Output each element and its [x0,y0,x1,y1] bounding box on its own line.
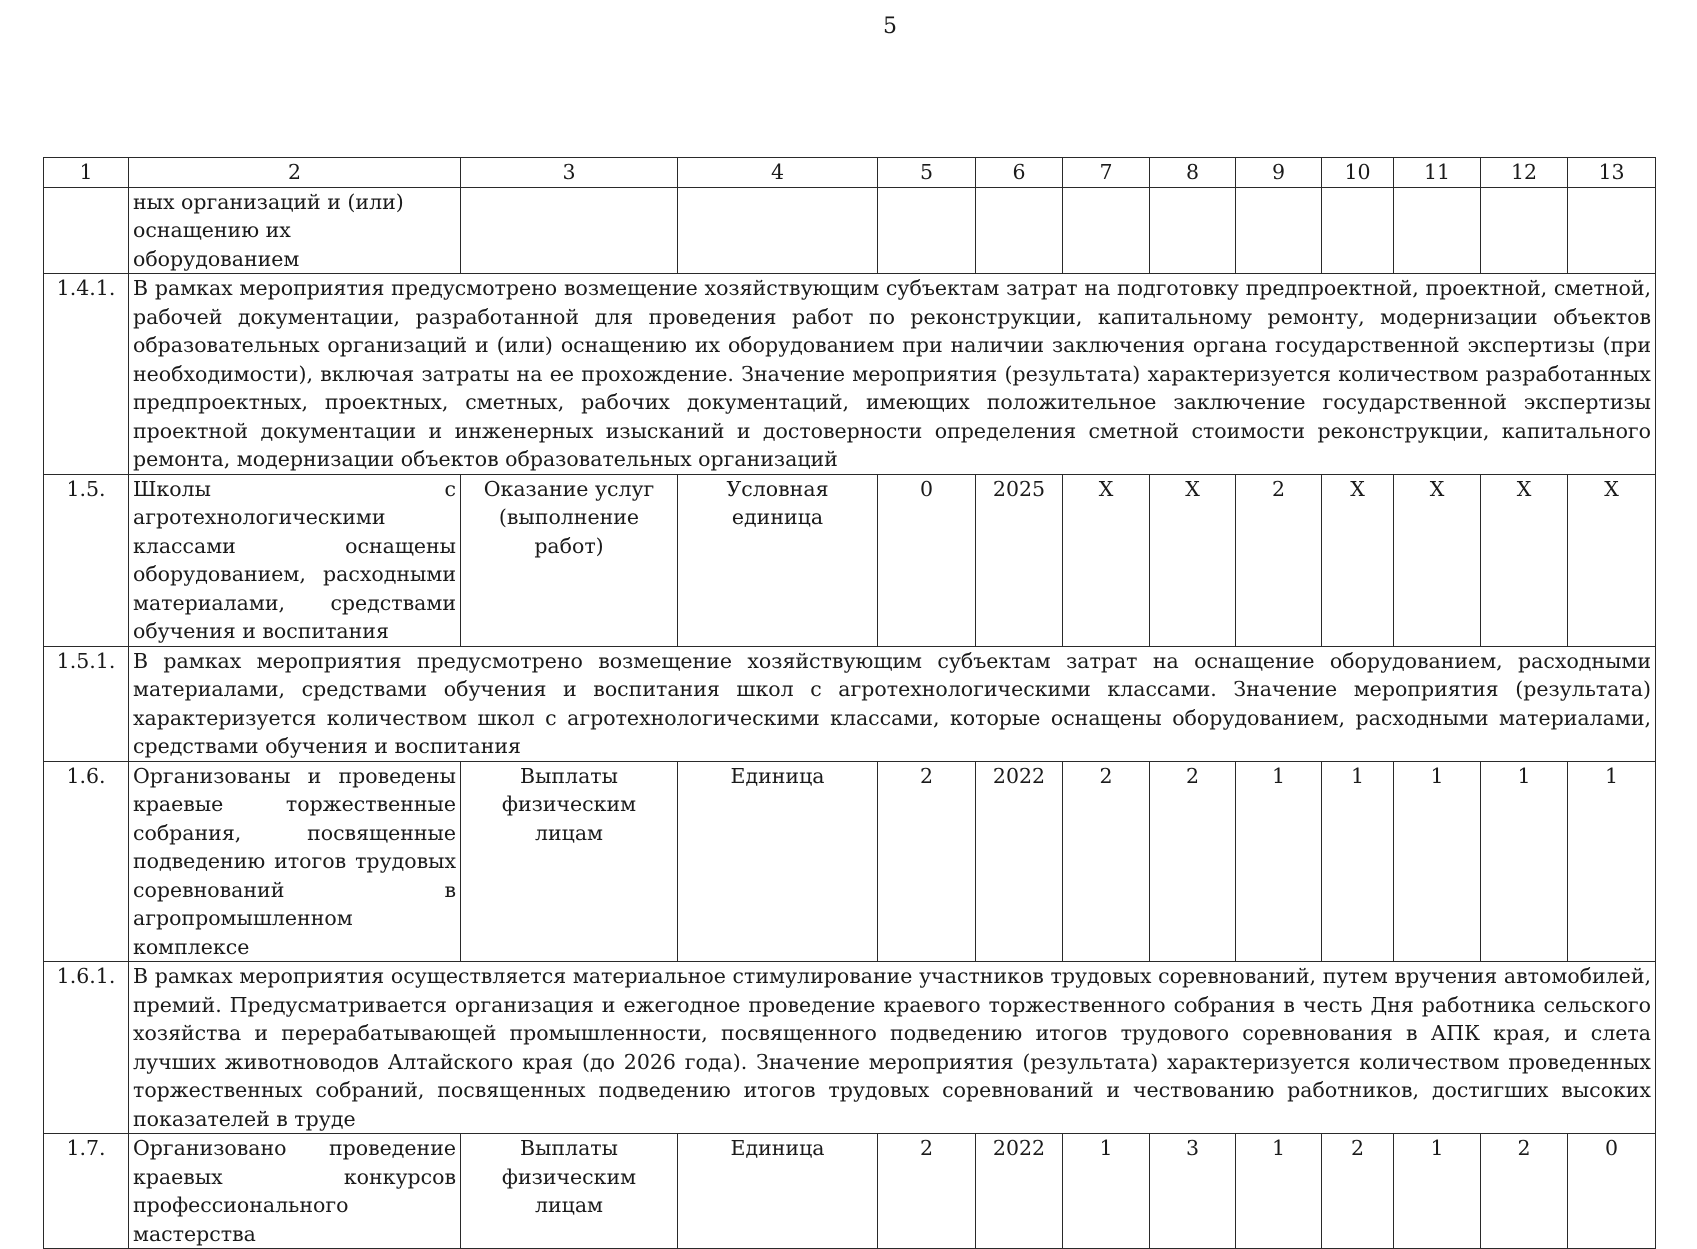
year-value: X [1150,474,1236,646]
year-value: X [1568,474,1656,646]
year-value: X [1063,474,1150,646]
plan-table [43,157,1656,1249]
unit: Единица [678,761,878,962]
year-value: 2 [1063,761,1150,962]
event-type: Выплаты физическим лицам [461,761,678,962]
event-type: Оказание услуг (выполнение работ) [461,474,678,646]
year-value: 2 [1322,1134,1394,1249]
page-number: 5 [883,14,897,39]
header-cell: 3 [461,158,678,188]
year-value: 3 [1150,1134,1236,1249]
header-cell: 7 [1063,158,1150,188]
event-description: В рамках мероприятия предусмотрено возмещение хозяйствующим субъектам затрат на подготовку предпроектной, проектной, сметной, рабочей документации, разработанной для проведения работ по реконструкции, капитальному ремонту, модернизации объектов образовательных организаций и (или) оснащению их оборудованием при наличии заключения органа государственной экспертизы (при необходимости), включая затраты на ее прохождение. Значение мероприятия (результата) характеризуется количеством разработанных предпроектных, проектных, сметных, рабочих документаций, имеющих положительное заключение государственной экспертизы проектной документации и инженерных изысканий и достоверности определения сметной стоимости реконструкции, капитального ремонта, модернизации объектов образовательных организаций [129,274,1656,475]
year-value: 1 [1236,1134,1322,1249]
year-value: 1 [1322,761,1394,962]
base-year: 2022 [976,761,1063,962]
row-number: 1.5. [44,474,129,646]
event-name: Школы с агротехнологическими классами оснащены оборудованием, расходными материалами, средствами обучения и воспитания [129,474,461,646]
header-cell: 2 [129,158,461,188]
table-row [44,474,1656,646]
row-number: 1.4.1. [44,274,129,475]
header-cell: 1 [44,158,129,188]
header-cell: 13 [1568,158,1656,188]
table-row [44,761,1656,962]
base-value: 0 [878,474,976,646]
year-value: 0 [1568,1134,1656,1249]
row-number: 1.5.1. [44,646,129,761]
unit: Условная единица [678,474,878,646]
row-number: 1.6. [44,761,129,962]
year-value: 1 [1481,761,1568,962]
event-type: Выплаты физическим лицам [461,1134,678,1249]
event-description: В рамках мероприятия осуществляется материальное стимулирование участников трудовых соревнований, путем вручения автомобилей, премий. Предусматривается организация и ежегодное проведение краевого торжественного собрания в честь Дня работника сельского хозяйства и перерабатывающей промышленности, посвященного подведению итогов трудового соревнования в АПК края, и слета лучших животноводов Алтайского края (до 2026 года). Значение мероприятия (результата) характеризуется количеством проведенных торжественных собраний, посвященных подведению итогов трудовых соревнований и чествованию работников, достигших высоких показателей в труде [129,962,1656,1134]
unit: Единица [678,1134,878,1249]
event-name: Организовано проведение краевых конкурсов профессионального мастерства [129,1134,461,1249]
base-year: 2025 [976,474,1063,646]
base-value: 2 [878,761,976,962]
row-number: 1.7. [44,1134,129,1249]
header-cell: 12 [1481,158,1568,188]
table-row [44,1134,1656,1249]
year-value: 2 [1150,761,1236,962]
year-value: 2 [1236,474,1322,646]
table-row [44,187,1656,274]
event-description: В рамках мероприятия предусмотрено возмещение хозяйствующим субъектам затрат на оснащение оборудованием, расходными материалами, средствами обучения и воспитания школ с агротехнологическими классами. Значение мероприятия (результата) характеризуется количеством школ с агротехнологическими классами, которые оснащены оборудованием, расходными материалами, средствами обучения и воспитания [129,646,1656,761]
header-row [44,158,1656,188]
table-row [44,646,1656,761]
header-cell: 8 [1150,158,1236,188]
year-value: X [1394,474,1481,646]
event-name: Организованы и проведены краевые торжественные собрания, посвященные подведению итогов трудовых соревнований в агропромышленном комплексе [129,761,461,962]
header-cell: 10 [1322,158,1394,188]
year-value: 1 [1394,1134,1481,1249]
base-value: 2 [878,1134,976,1249]
event-name: ных организаций и (или) оснащению их оборудованием [129,187,461,274]
header-cell: 11 [1394,158,1481,188]
header-cell: 4 [678,158,878,188]
header-cell: 9 [1236,158,1322,188]
year-value: 1 [1063,1134,1150,1249]
table-row [44,962,1656,1134]
year-value: 1 [1236,761,1322,962]
header-cell: 5 [878,158,976,188]
table-row [44,274,1656,475]
base-year: 2022 [976,1134,1063,1249]
year-value: 1 [1568,761,1656,962]
row-number: 1.6.1. [44,962,129,1134]
year-value: X [1481,474,1568,646]
year-value: 1 [1394,761,1481,962]
year-value: X [1322,474,1394,646]
header-cell: 6 [976,158,1063,188]
year-value: 2 [1481,1134,1568,1249]
